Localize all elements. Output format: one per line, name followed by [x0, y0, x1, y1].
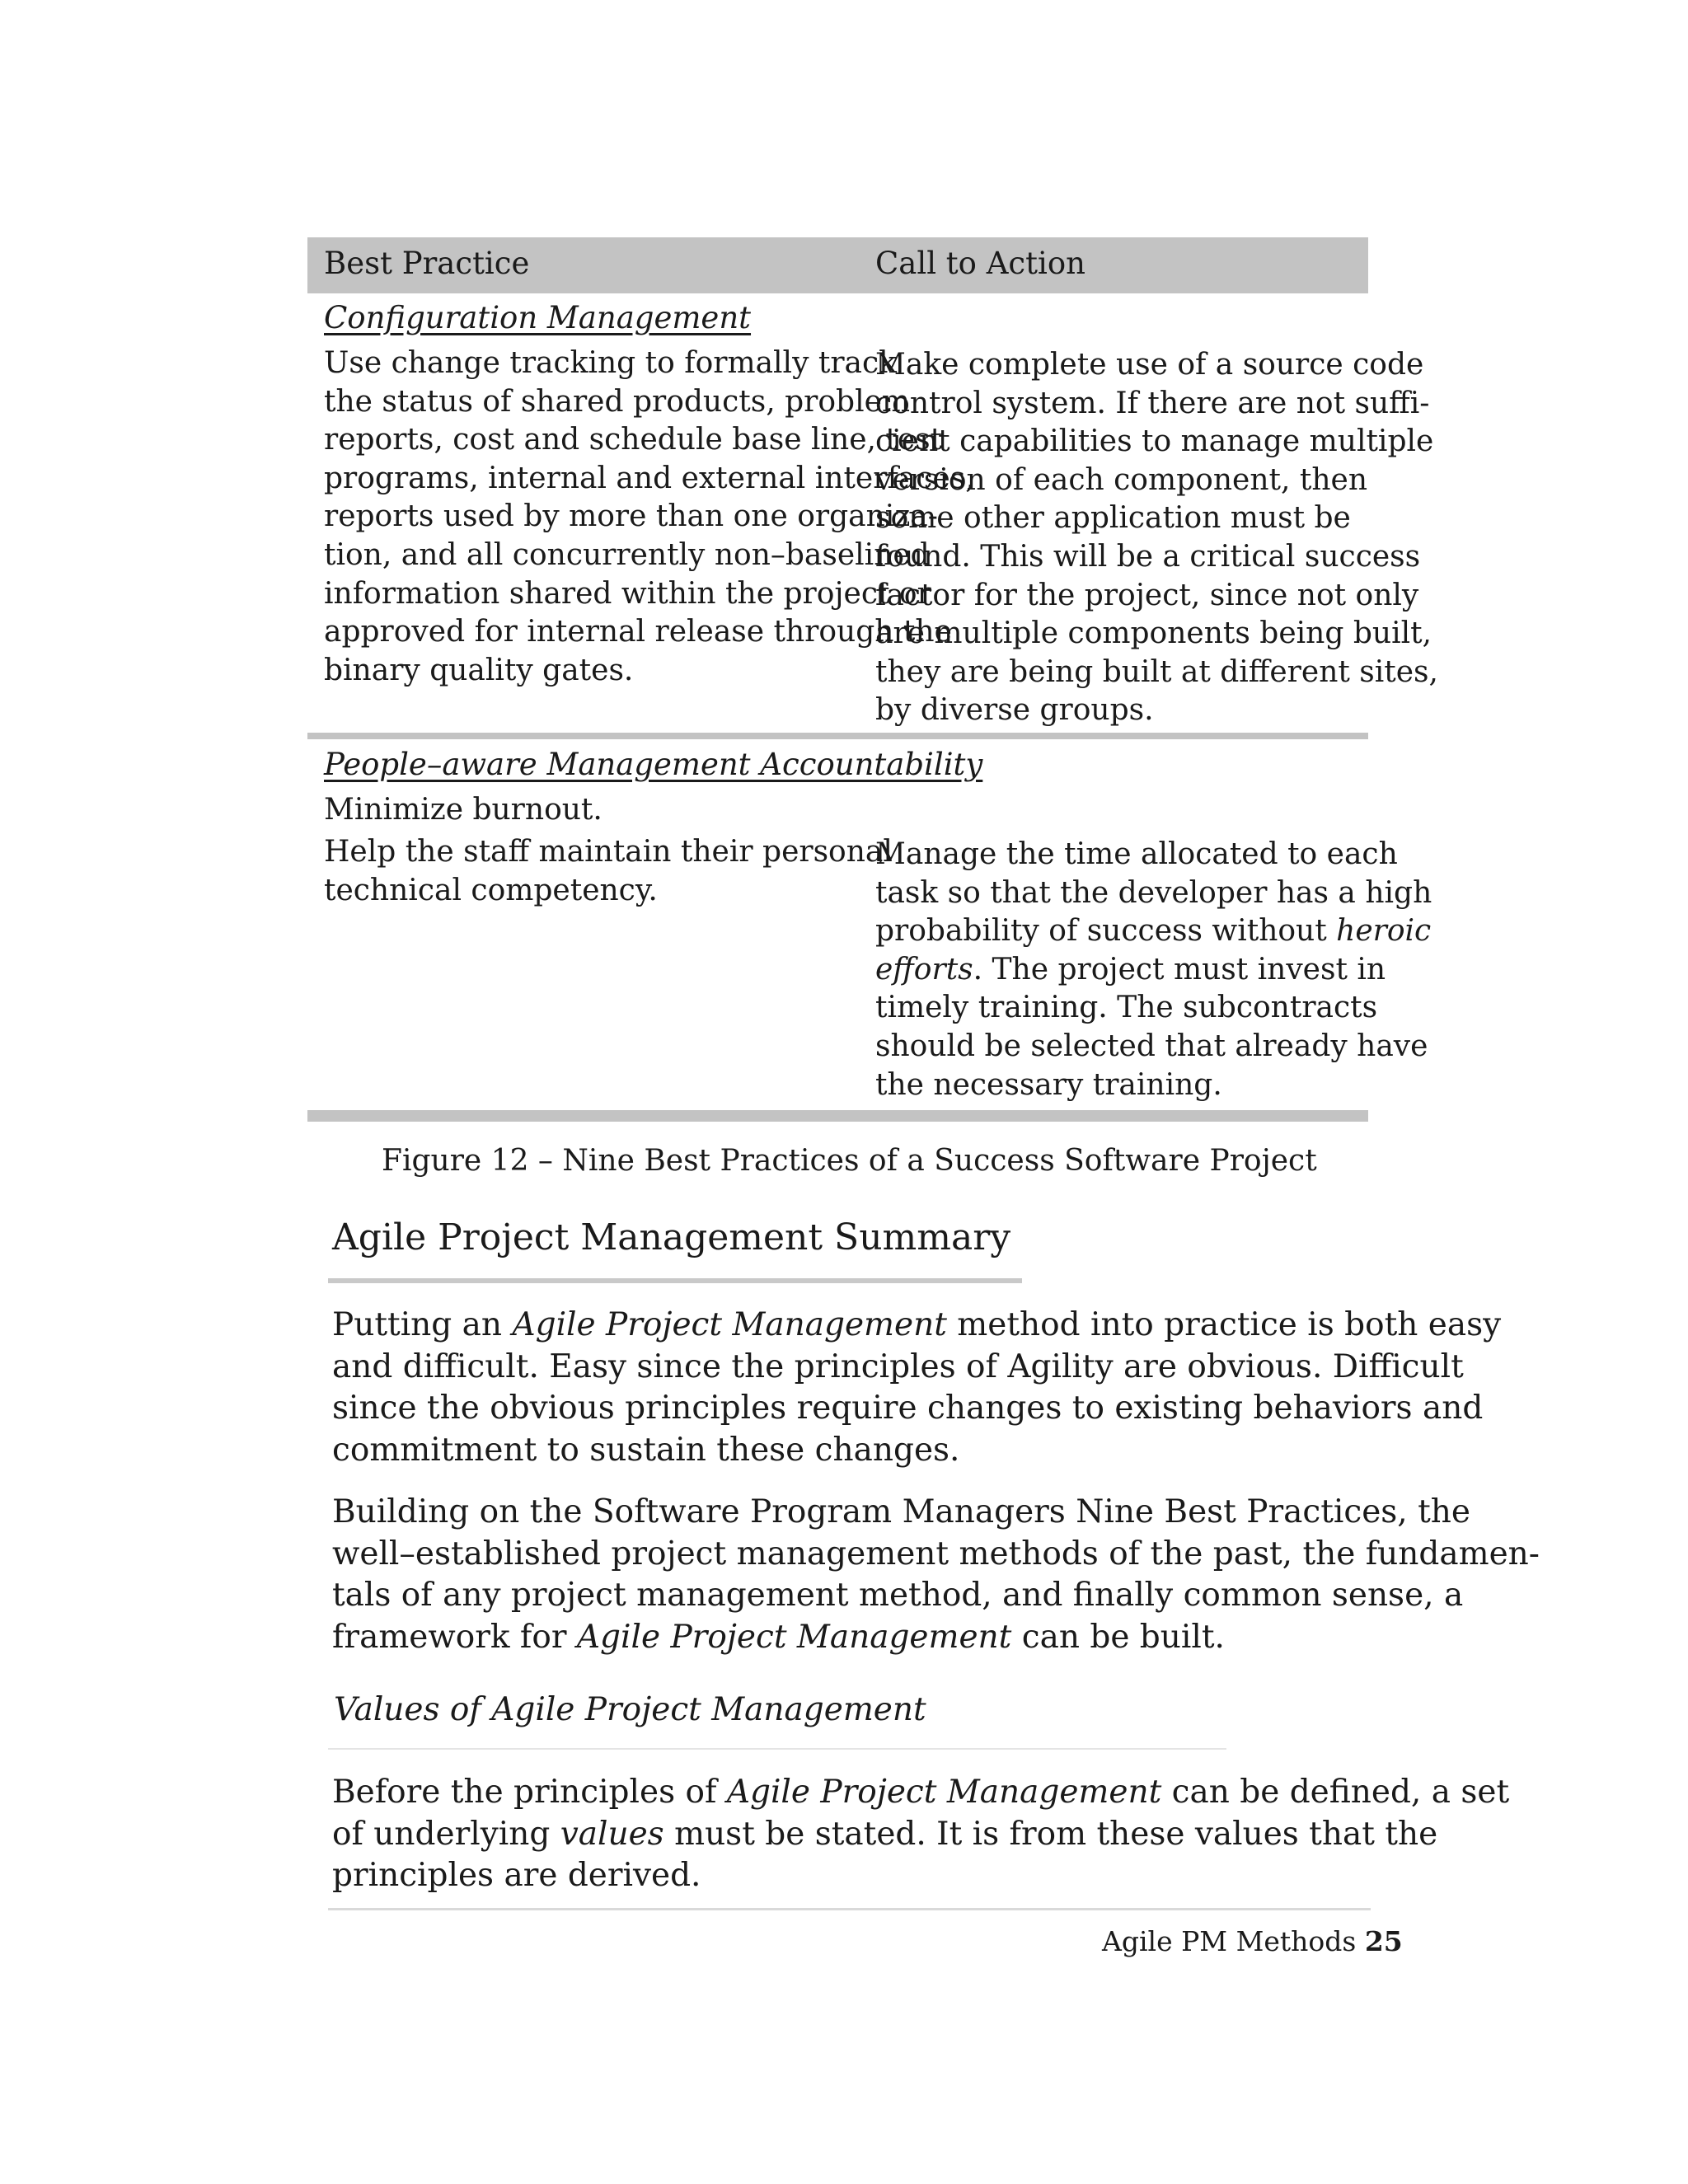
text-line: are multiple components being built,: [875, 616, 1432, 651]
emphasis-text: Agile Project Management: [726, 1774, 1162, 1811]
text-line: commitment to sustain these changes.: [332, 1431, 960, 1469]
text-run: must be stated. It is from these values that the: [663, 1815, 1438, 1853]
row2-practice-minimize-burnout: Minimize burnout.: [324, 793, 603, 827]
text-line: Building on the Software Program Managers Nine Best Practices, the: [332, 1493, 1470, 1530]
footer-title: Agile PM Methods: [1102, 1925, 1357, 1957]
text-line: Help the staff maintain their personal: [324, 835, 893, 869]
emphasis-text: values: [560, 1815, 664, 1853]
subsection-heading: Values of Agile Project Management: [334, 1691, 926, 1728]
table-header-call-to-action: Call to Action: [875, 246, 1085, 281]
text-line: reports used by more than one organiza-: [324, 499, 938, 534]
table-bottom-border: [307, 1110, 1368, 1122]
section-heading: Agile Project Management Summary: [332, 1216, 1011, 1258]
text-line: technical competency.: [324, 873, 658, 907]
text-line: [875, 912, 1432, 951]
figure-caption: Figure 12 – Nine Best Practices of a Success Software Project: [382, 1144, 1317, 1178]
text-line: tion, and all concurrently non–baselined: [324, 537, 930, 572]
paragraph-3: [332, 1772, 1510, 1897]
row2-best-practice-text: [324, 833, 893, 910]
row-title-people-aware-management: People–aware Management Accountability: [324, 747, 983, 782]
subheading-rule: [328, 1748, 1226, 1750]
text-line: and difficult. Easy since the principles of Agility are obvious. Difficult: [332, 1347, 1464, 1385]
text-run: probability of success without: [875, 914, 1337, 949]
text-line: Use change tracking to formally track: [324, 346, 897, 380]
row1-best-practice-text: [324, 344, 975, 690]
text-run: can be built.: [1011, 1618, 1225, 1656]
text-line: well–established project management methods of the past, the fundamen-: [332, 1535, 1540, 1572]
text-line: by diverse groups.: [875, 693, 1154, 728]
text-line: they are being built at different sites,: [875, 654, 1438, 689]
row-divider: [307, 733, 1368, 739]
text-line: factor for the project, since not only: [875, 578, 1419, 612]
text-line: Manage the time allocated to each: [875, 837, 1398, 871]
text-line: the necessary training.: [875, 1067, 1222, 1102]
text-line: reports, cost and schedule base line, test: [324, 423, 943, 457]
heading-underline-rule: [328, 1278, 1022, 1283]
text-run: Before the principles of: [332, 1774, 727, 1811]
text-line: approved for internal release through the: [324, 615, 952, 649]
text-line: should be selected that already have: [875, 1029, 1428, 1063]
text-line: some other application must be: [875, 501, 1351, 536]
emphasis-text: efforts: [875, 952, 973, 987]
emphasis-text: heroic: [1336, 914, 1432, 949]
text-run: Putting an: [332, 1306, 513, 1343]
running-footer: [1102, 1925, 1403, 1957]
paragraph-1: [332, 1305, 1502, 1471]
text-line: Make complete use of a source code: [875, 348, 1424, 382]
emphasis-text: Agile Project Management: [512, 1306, 947, 1343]
emphasis-text: Agile Project Management: [576, 1618, 1012, 1656]
footer-rule: [328, 1908, 1371, 1910]
text-run: method into practice is both easy: [946, 1306, 1502, 1343]
text-line: [332, 1814, 1438, 1856]
text-line: programs, internal and external interfaces,: [324, 461, 975, 495]
text-line: found. This will be a critical success: [875, 539, 1421, 574]
text-line: since the obvious principles require changes to existing behaviors and: [332, 1390, 1484, 1427]
text-line: control system. If there are not suffi-: [875, 386, 1430, 420]
text-line: [875, 951, 1386, 990]
text-run: of underlying: [332, 1815, 560, 1853]
row1-call-to-action-text: [875, 346, 1438, 730]
row-title-configuration-management: Configuration Management: [324, 300, 752, 335]
text-line: [332, 1305, 1502, 1347]
text-line: [332, 1617, 1368, 1659]
text-line: task so that the developer has a high: [875, 875, 1432, 910]
page-number: 25: [1364, 1925, 1403, 1957]
text-line: principles are derived.: [332, 1857, 701, 1894]
text-line: [332, 1772, 1510, 1814]
text-line: binary quality gates.: [324, 653, 634, 687]
text-run: . The project must invest in: [973, 952, 1386, 987]
text-line: tals of any project management method, and finally common sense, a: [332, 1577, 1464, 1614]
text-line: version of each component, then: [875, 462, 1368, 497]
table-header-best-practice: Best Practice: [324, 246, 530, 281]
paragraph-2: [332, 1492, 1540, 1658]
text-run: can be defined, a set: [1161, 1774, 1510, 1811]
row2-call-to-action-text: [875, 836, 1432, 1104]
text-line: timely training. The subcontracts: [875, 991, 1378, 1025]
text-line: information shared within the project or: [324, 576, 931, 611]
text-run: framework for: [332, 1618, 577, 1656]
text-line: cient capabilities to manage multiple: [875, 424, 1434, 459]
text-line: the status of shared products, problem: [324, 384, 911, 419]
